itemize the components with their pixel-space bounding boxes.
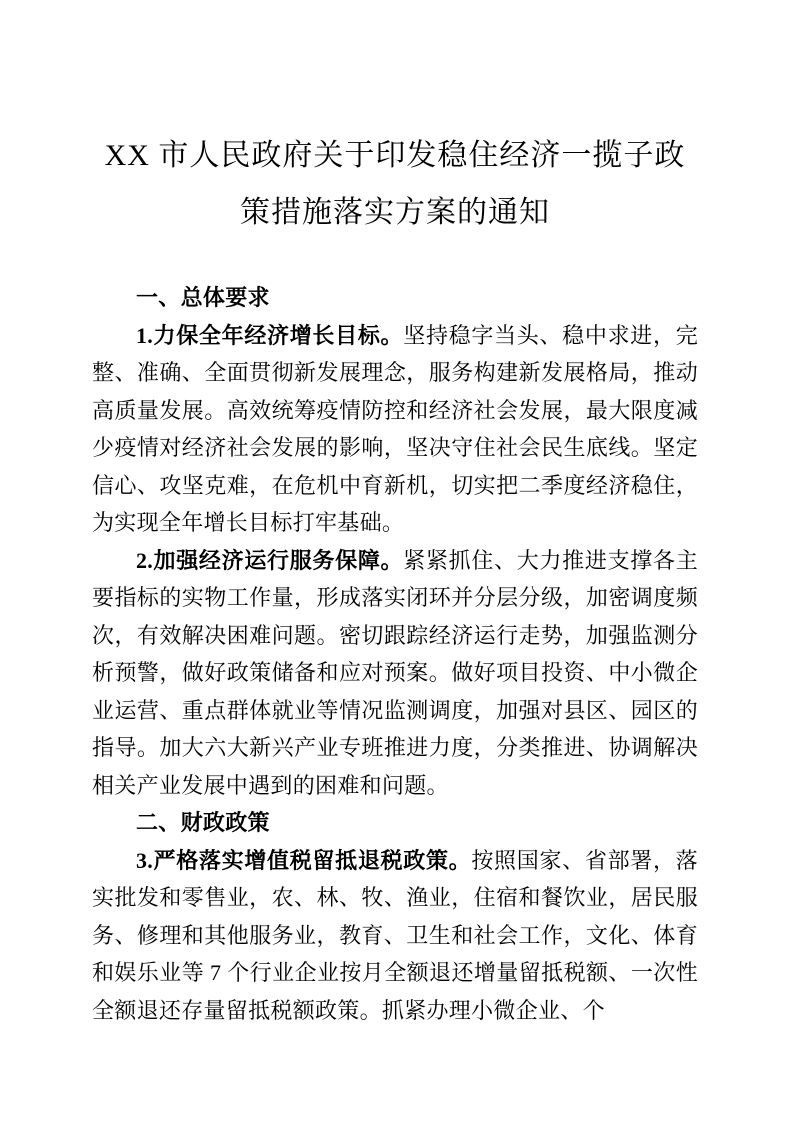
document-body xyxy=(92,279,698,1029)
document-title-line-1: XX 市人民政府关于印发稳住经济一揽子政 xyxy=(104,139,686,172)
paragraph-lead: 1.力保全年经济增长目标。 xyxy=(136,322,404,348)
document-title-line-2: 策措施落实方案的通知 xyxy=(240,196,550,229)
section-heading: 一、总体要求 xyxy=(136,285,270,310)
paragraph-text: 坚持稳字当头、稳中求进，完整、准确、全面贯彻新发展理念，服务构建新发展格局，推动高质量发展。高效统筹疫情防控和经济社会发展，最大限度减少疫情对经济社会发展的影响，坚决守住社会民生底线。坚定信心、攻坚克难，在危机中育新机，切实把二季度经济稳住，为实现全年增长目标打牢基础。 xyxy=(92,322,698,535)
document-title xyxy=(92,127,698,241)
paragraph-lead: 3.严格落实增值税留抵退税政策。 xyxy=(136,847,472,873)
section-heading: 二、财政政策 xyxy=(136,810,270,835)
document-content xyxy=(0,127,793,1029)
paragraph-lead: 2.加强经济运行服务保障。 xyxy=(136,547,404,573)
paragraph xyxy=(92,542,698,805)
paragraph-text: 紧紧抓住、大力推进支撑各主要指标的实物工作量，形成落实闭环并分层分级，加密调度频次，有效解决困难问题。密切跟踪经济运行走势，加强监测分析预警，做好政策储备和应对预案。做好项目投资、中小微企业运营、重点群体就业等情况监测调度，加强对县区、园区的指导。加大六大新兴产业专班推进力度，分类推进、协调解决相关产业发展中遇到的困难和问题。 xyxy=(92,547,698,798)
paragraph xyxy=(92,842,698,1030)
paragraph-text: 按照国家、省部署，落实批发和零售业，农、林、牧、渔业，住宿和餐饮业，居民服务、修理和其他服务业，教育、卫生和社会工作，文化、体育和娱乐业等 7 个行业企业按月全额退还增量留抵税额、一次性全额退还存量留抵税额政策。抓紧办理小微企业、个 xyxy=(92,847,698,1023)
paragraph xyxy=(92,317,698,542)
